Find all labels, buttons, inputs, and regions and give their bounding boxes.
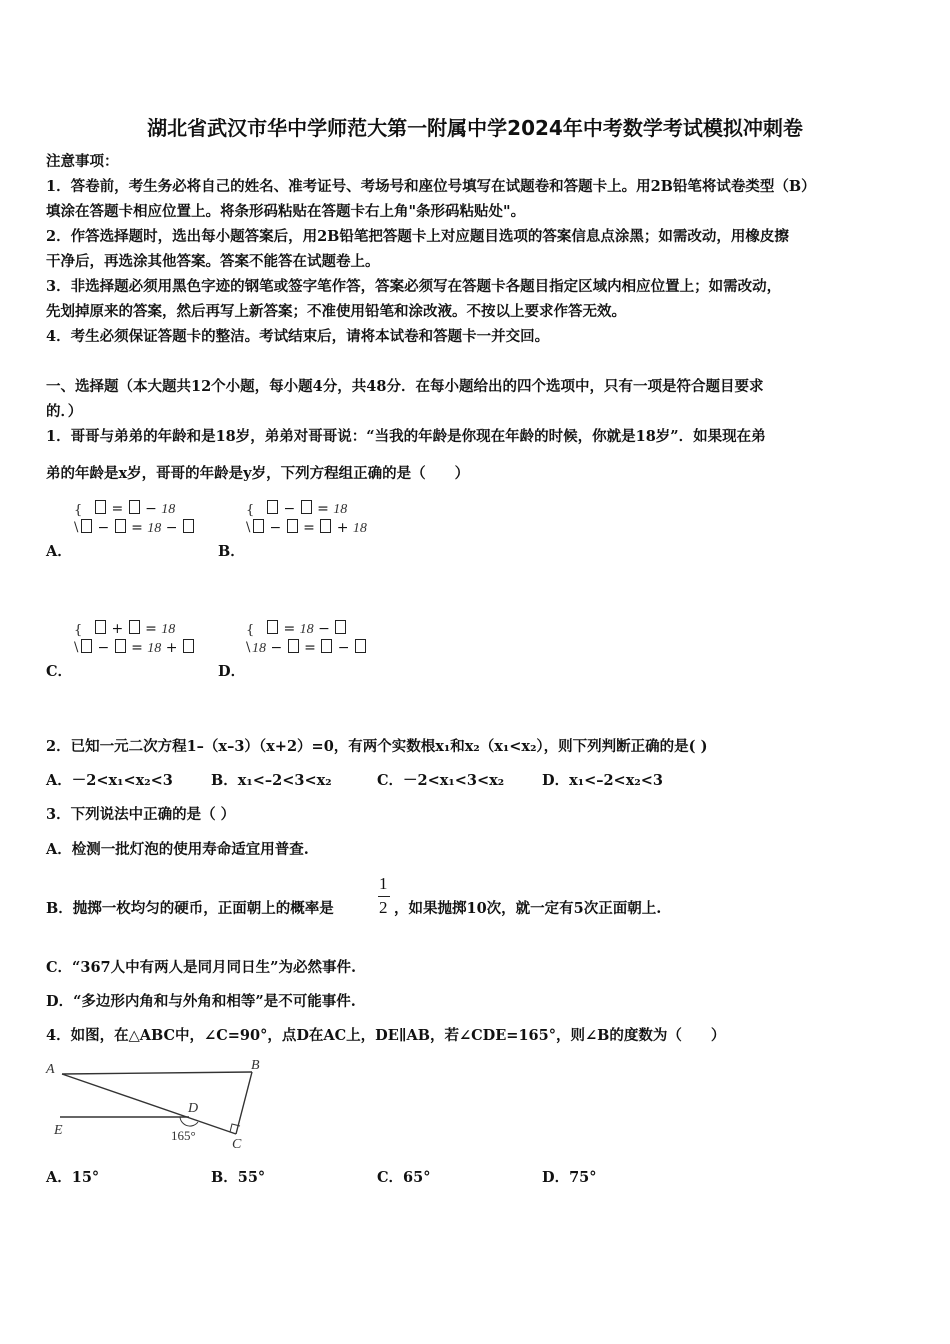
- fraction-one-half: [378, 874, 392, 920]
- equation-row-2: − = 18 +: [80, 639, 195, 658]
- equation-row-2: − = 18 −: [80, 519, 195, 538]
- section-1-heading-line-2: 的．）: [46, 403, 83, 420]
- notice-item-2-line-2: 干净后，再选涂其他答案。答案不能答在试题卷上。: [46, 253, 380, 270]
- q3-option-b-suffix: ，如果抛掷10次，就一定有5次正面朝上.: [394, 900, 662, 917]
- q1-option-b-equations: [246, 500, 396, 540]
- q1-option-b-label[interactable]: B．: [218, 543, 245, 560]
- notice-item-1-line-2: 填涂在答题卡相应位置上。将条形码粘贴在答题卡右上角"条形码粘贴处"。: [46, 203, 526, 220]
- label-a: A: [46, 1062, 55, 1077]
- segment-ac: [62, 1074, 236, 1134]
- notice-item-3-line-2: 先划掉原来的答案，然后再写上新答案；不准使用铅笔和涂改液。不按以上要求作答无效。: [46, 303, 626, 320]
- equation-row-1: = 18 −: [266, 620, 347, 639]
- q3-option-c[interactable]: C．“367人中有两人是同月同日生”为必然事件.: [46, 959, 357, 976]
- q1-option-a-equations: [74, 500, 214, 540]
- brace: { \: [74, 623, 83, 655]
- q2-option-a[interactable]: A．－2<x₁<x₂<3: [46, 772, 173, 789]
- q3-option-d[interactable]: D．“多边形内角和与外角和相等”是不可能事件.: [46, 993, 356, 1010]
- q3-option-b-prefix[interactable]: B．抛掷一枚均匀的硬币，正面朝上的概率是: [46, 900, 334, 917]
- q2-option-b[interactable]: B．x₁<–2<3<x₂: [211, 772, 332, 789]
- question-1-stem-line-1: 1．哥哥与弟弟的年龄和是18岁，弟弟对哥哥说：“当我的年龄是你现在年龄的时候，你就是18岁”．如果现在弟: [46, 428, 766, 445]
- notice-item-2-line-1: 2．作答选择题时，选出每小题答案后，用2B铅笔把答题卡上对应题目选项的答案信息点涂黑；如需改动，用橡皮擦: [46, 228, 789, 245]
- right-angle-mark: [230, 1124, 240, 1132]
- page-title: 湖北省武汉市华中学师范大第一附属中学2024年中考数学考试模拟冲刺卷: [147, 116, 803, 140]
- q1-option-d-label[interactable]: D．: [218, 663, 246, 680]
- triangle-figure: [40, 1054, 280, 1154]
- question-1-stem-line-2: 弟的年龄是x岁，哥哥的年龄是y岁，下列方程组正确的是（ ）: [46, 465, 470, 482]
- q4-option-d[interactable]: D．75°: [542, 1169, 597, 1186]
- q4-option-c[interactable]: C．65°: [377, 1169, 431, 1186]
- question-4-stem: 4．如图，在△ABC中，∠C=90°，点D在AC上，DE∥AB，若∠CDE=165°，则∠B的度数为（ ）: [46, 1027, 726, 1044]
- label-b: B: [251, 1058, 260, 1073]
- brace: { \: [246, 503, 255, 535]
- q1-option-a-label[interactable]: A．: [46, 543, 72, 560]
- equation-row-1: = − 18: [94, 500, 175, 519]
- question-3-stem: 3．下列说法中正确的是（ ）: [46, 806, 236, 823]
- question-2-stem: 2．已知一元二次方程1–（x–3）（x+2）=0，有两个实数根x₁和x₂（x₁<x₂），则下列判断正确的是( ): [46, 738, 708, 755]
- q1-option-c-label[interactable]: C．: [46, 663, 73, 680]
- brace: { \: [74, 503, 83, 535]
- equation-row-1: + = 18: [94, 620, 175, 639]
- q4-option-a[interactable]: A．15°: [46, 1169, 100, 1186]
- label-d: D: [188, 1101, 199, 1116]
- equation-row-1: − = 18: [266, 500, 347, 519]
- q2-option-d[interactable]: D．x₁<–2<x₂<3: [542, 772, 663, 789]
- label-c: C: [232, 1137, 242, 1152]
- label-e: E: [54, 1123, 63, 1138]
- fraction-denominator: 2: [379, 898, 388, 917]
- equation-row-2: − = + 18: [252, 519, 367, 538]
- fraction-numerator: 1: [379, 874, 388, 893]
- q4-option-b[interactable]: B．55°: [211, 1169, 266, 1186]
- notice-item-1-line-1: 1．答卷前，考生务必将自己的姓名、准考证号、考场号和座位号填写在试题卷和答题卡上。用2B铅笔将试卷类型（B）: [46, 178, 816, 195]
- label-angle-165: 165°: [171, 1128, 196, 1143]
- section-1-heading-line-1: 一、选择题（本大题共12个小题，每小题4分，共48分．在每小题给出的四个选项中，只有一项是符合题目要求: [46, 378, 764, 395]
- notice-heading: 注意事项：: [46, 153, 119, 170]
- segment-ab: [62, 1072, 252, 1074]
- q1-option-c-equations: [74, 620, 214, 660]
- notice-item-3-line-1: 3．非选择题必须用黑色字迹的钢笔或签字笔作答，答案必须写在答题卡各题目指定区域内相应位置上；如需改动，: [46, 278, 782, 295]
- brace: { \: [246, 623, 255, 655]
- equation-row-2: 18 − = −: [252, 639, 367, 658]
- fraction-bar: [378, 896, 390, 897]
- notice-item-4: 4．考生必须保证答题卡的整洁。考试结束后，请将本试卷和答题卡一并交回。: [46, 328, 550, 345]
- q1-option-d-equations: [246, 620, 396, 660]
- q2-option-c[interactable]: C．－2<x₁<3<x₂: [377, 772, 505, 789]
- q3-option-a[interactable]: A．检测一批灯泡的使用寿命适宜用普查.: [46, 841, 309, 858]
- segment-bc: [236, 1072, 252, 1134]
